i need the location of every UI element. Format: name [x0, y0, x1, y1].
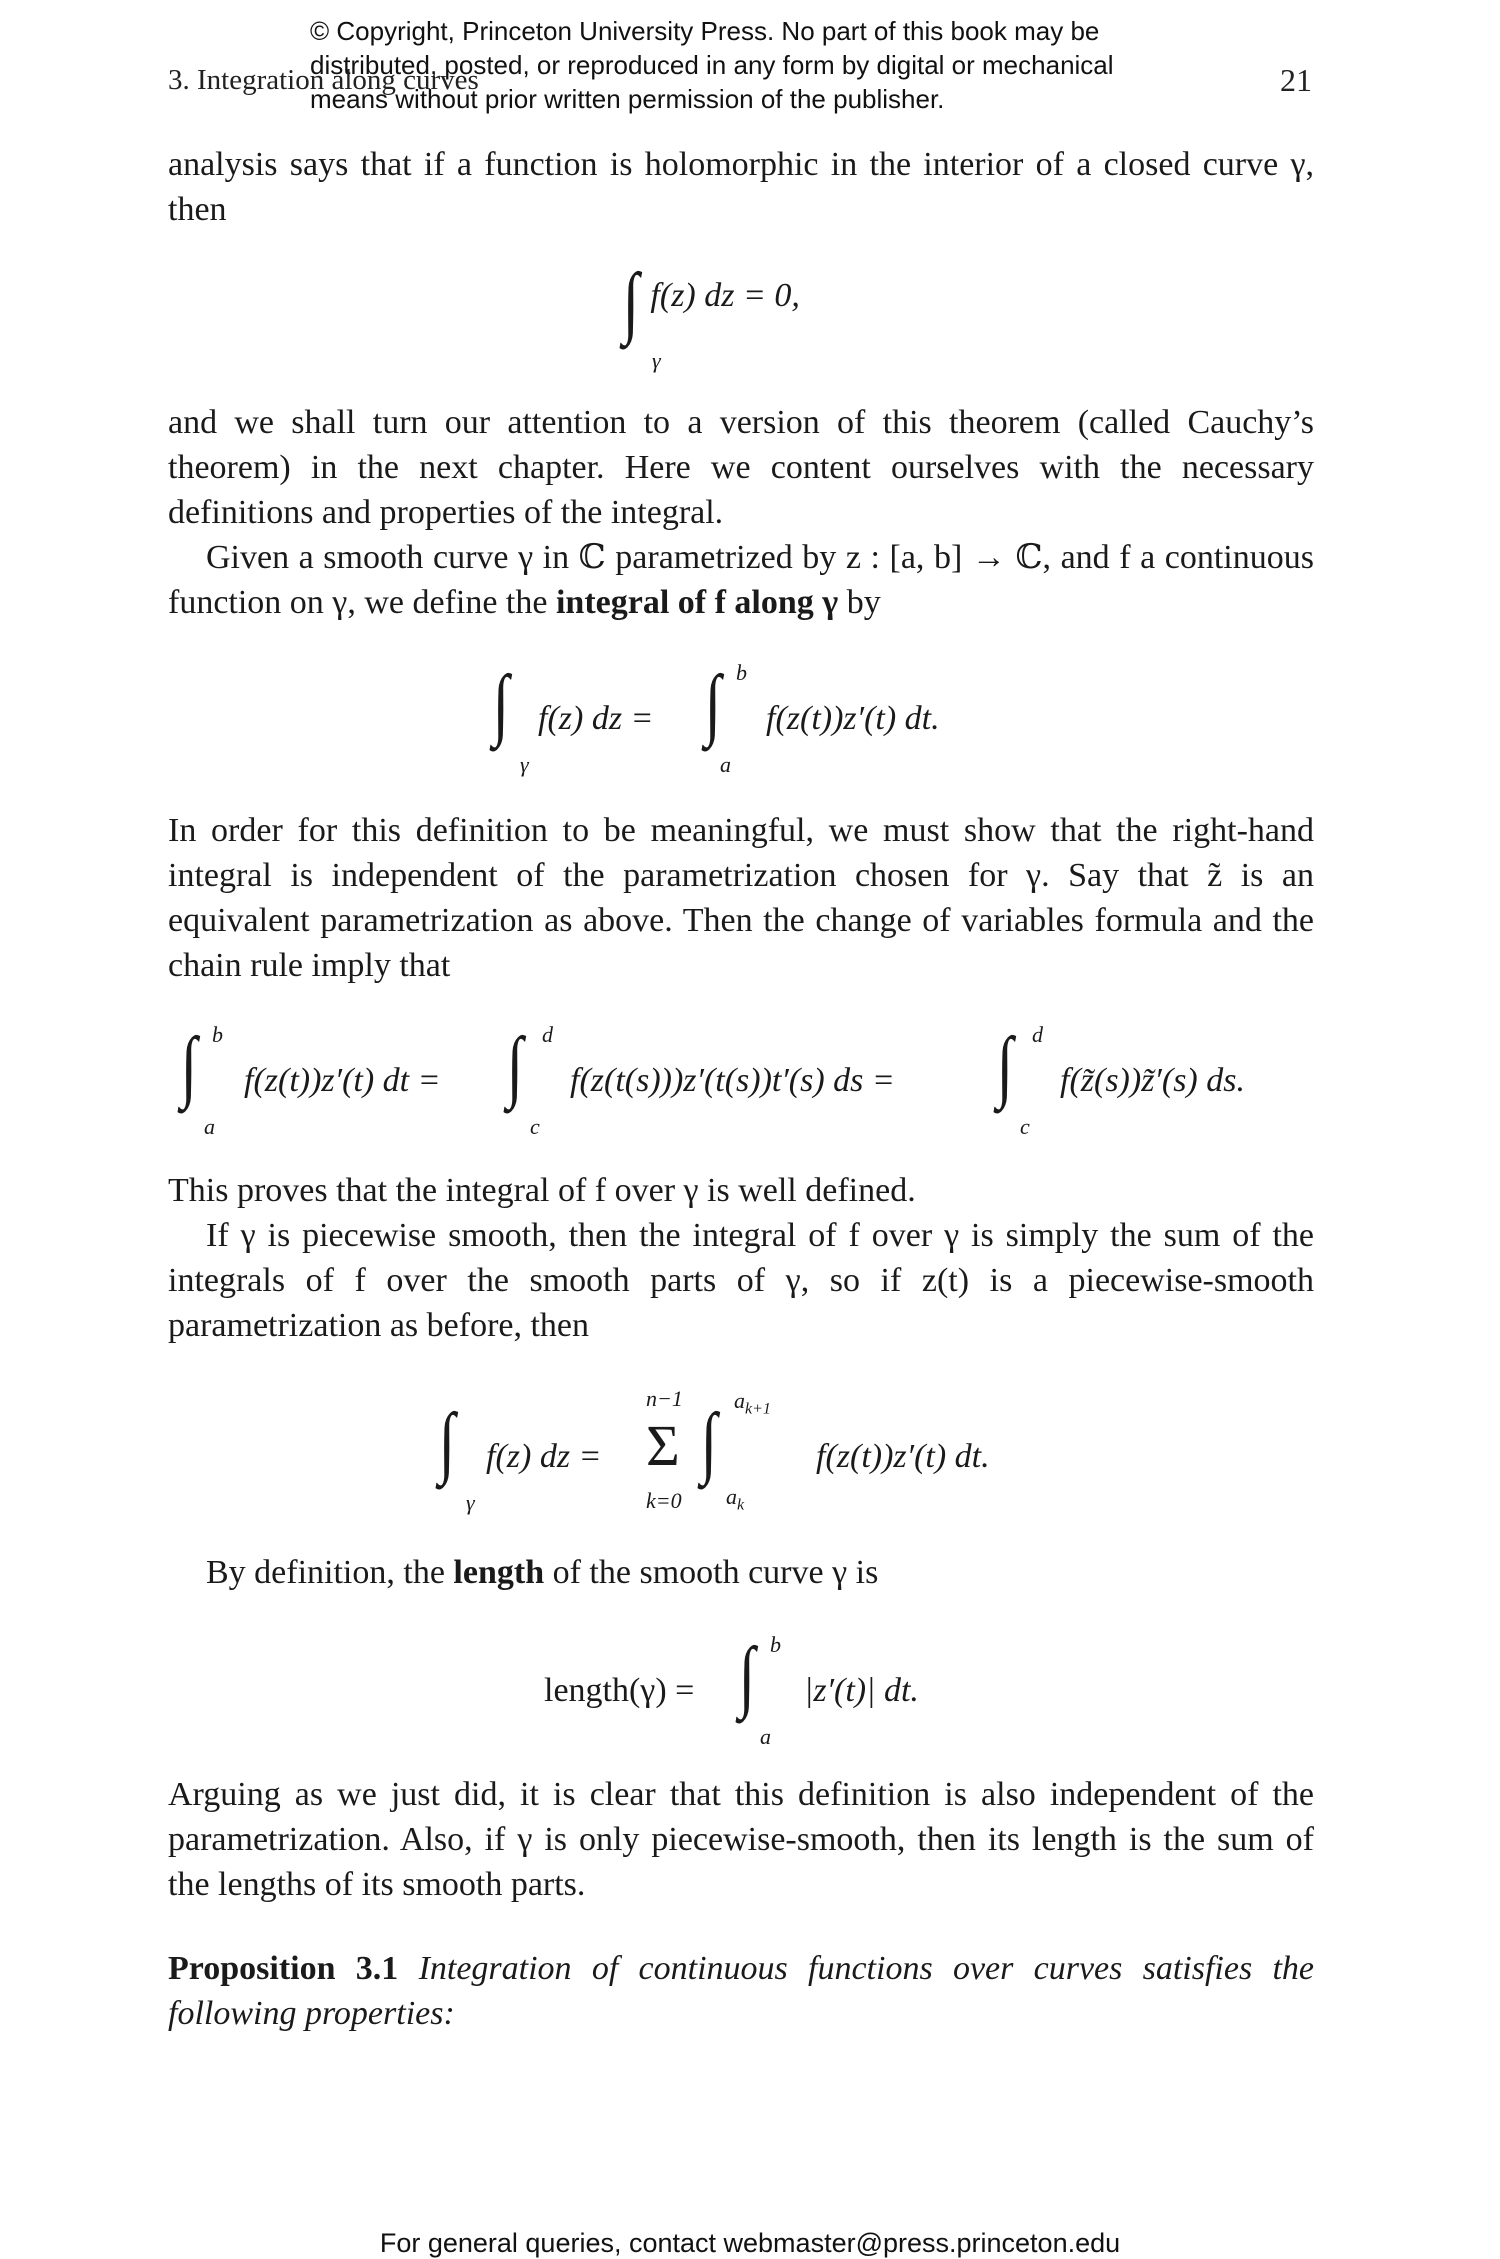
- upper-limit-a: a: [734, 1388, 745, 1413]
- equation-change-of-variables: [178, 1022, 1318, 1139]
- running-head: 3. Integration along curves: [168, 64, 479, 96]
- paragraph-cauchy-theorem: and we shall turn our attention to a version of this theorem (called Cauchy’s theorem) in the next chapter. Here we content ourselves with the necessary definitions and properties of the integral.: [168, 404, 1314, 531]
- upper-limit-ak1: [734, 1388, 771, 1418]
- integral-def-term: integral of f along γ: [555, 584, 839, 621]
- integral-sign: ∫: [738, 1632, 756, 1720]
- equation-integral-definition: [490, 660, 1050, 777]
- lower-limit-a: a: [720, 752, 731, 777]
- equation-part-1: f(z(t))z′(t) dt =: [244, 1062, 441, 1099]
- paragraph-reparametrization: In order for this definition to be meaningful, we must show that the right-hand integral is independent of the parametrization chosen for γ. Say that z̃ is an equivalent parametrization as above. Then the change of variables formula and the chain rule imply that: [168, 812, 1314, 984]
- integral-sign: ∫: [492, 660, 510, 748]
- paragraph-length-independent: Arguing as we just did, it is clear that this definition is also independent of the parametrization. Also, if γ is only piecewise-smooth, then its length is the sum of the lengths of its smooth parts.: [168, 1776, 1314, 1903]
- proposition-3-1: [168, 1946, 1314, 2036]
- proposition-label: Proposition 3.1: [168, 1950, 399, 1987]
- lower-limit-c: c: [530, 1114, 540, 1139]
- paragraph-well-defined: This proves that the integral of f over γ is well defined.: [168, 1172, 916, 1209]
- upper-limit-b: b: [736, 660, 747, 685]
- equation-rhs: f(z(t))z′(t) dt.: [766, 700, 940, 737]
- upper-limit-subscript: k+1: [745, 1400, 771, 1418]
- lower-limit-a: a: [726, 1484, 737, 1509]
- integral-def-end: by: [838, 584, 881, 621]
- length-def-text: By definition, the: [206, 1554, 454, 1591]
- sum-upper-limit: n−1: [646, 1386, 683, 1411]
- paragraph-holomorphic: analysis says that if a function is holomorphic in the interior of a closed curve γ, then: [168, 146, 1314, 228]
- upper-limit-b: b: [212, 1022, 223, 1047]
- lower-limit-gamma: γ: [466, 1490, 475, 1515]
- summation-sign: Σ: [646, 1413, 680, 1478]
- integral-def-text: Given a smooth curve γ in ℂ parametrized by z : [a, b] → ℂ, and f a continuous function on γ, we define the: [168, 539, 1314, 621]
- equation-rhs: f(z(t))z′(t) dt.: [816, 1438, 990, 1475]
- equation-rhs: |z′(t)| dt.: [804, 1672, 919, 1709]
- equation-part-2: f(z(t(s)))z′(t(s))t′(s) ds =: [570, 1062, 895, 1099]
- paragraph-integral-definition: [168, 535, 1314, 625]
- equation-lhs: f(z) dz =: [538, 700, 654, 737]
- sum-lower-limit: k=0: [646, 1488, 682, 1513]
- equation-body: f(z) dz = 0,: [650, 277, 800, 314]
- lower-limit-ak: [726, 1484, 744, 1514]
- lower-limit-a: a: [204, 1114, 215, 1139]
- copyright-line-3: means without prior written permission of the publisher.: [310, 84, 945, 114]
- paragraph-length-definition: [168, 1550, 1314, 1595]
- lower-limit-gamma: γ: [520, 752, 529, 777]
- integral-sign: ∫: [180, 1022, 198, 1110]
- equation-length: [544, 1632, 984, 1749]
- piecewise-text: If γ is piecewise smooth, then the integral of f over γ is simply the sum of the integrals of f over the smooth parts of γ, so if z(t) is a piecewise-smooth parametrization as before, then: [168, 1217, 1314, 1344]
- equation-part-3: f(z̃(s))z̃′(s) ds.: [1060, 1062, 1245, 1099]
- copyright-line-1: © Copyright, Princeton University Press. No part of this book may be: [310, 16, 1100, 46]
- length-def-end: of the smooth curve γ is: [544, 1554, 879, 1591]
- equation-lhs: length(γ) =: [544, 1672, 695, 1709]
- integral-sign: ∫: [996, 1022, 1014, 1110]
- paragraph-piecewise-smooth: [168, 1213, 1314, 1348]
- upper-limit-d: d: [542, 1022, 553, 1047]
- equation-piecewise-sum: [436, 1386, 1076, 1515]
- integral-sign: ∫: [438, 1398, 456, 1486]
- page-number: 21: [1280, 62, 1312, 98]
- integral-sign: ∫: [704, 660, 722, 748]
- integral-sign: ∫: [700, 1398, 718, 1486]
- lower-limit-subscript: k: [737, 1496, 745, 1514]
- lower-limit-a: a: [760, 1724, 771, 1749]
- equation-lhs: f(z) dz =: [486, 1438, 602, 1475]
- footer-contact: For general queries, contact webmaster@press.princeton.edu: [379, 2228, 1121, 2258]
- integral-sign: ∫: [622, 258, 640, 346]
- proposition-text: Integration of continuous functions over curves satisfies the following properties:: [168, 1950, 1315, 2032]
- length-term: length: [453, 1554, 545, 1591]
- integral-sign: ∫: [506, 1022, 524, 1110]
- equation-cauchy-zero: [620, 258, 800, 373]
- lower-limit-c: c: [1020, 1114, 1030, 1139]
- copyright-line-2: distributed, posted, or reproduced in any form by digital or mechanical: [310, 50, 1114, 80]
- upper-limit-b: b: [770, 1632, 781, 1657]
- upper-limit-d: d: [1032, 1022, 1043, 1047]
- lower-limit-gamma: γ: [652, 348, 661, 373]
